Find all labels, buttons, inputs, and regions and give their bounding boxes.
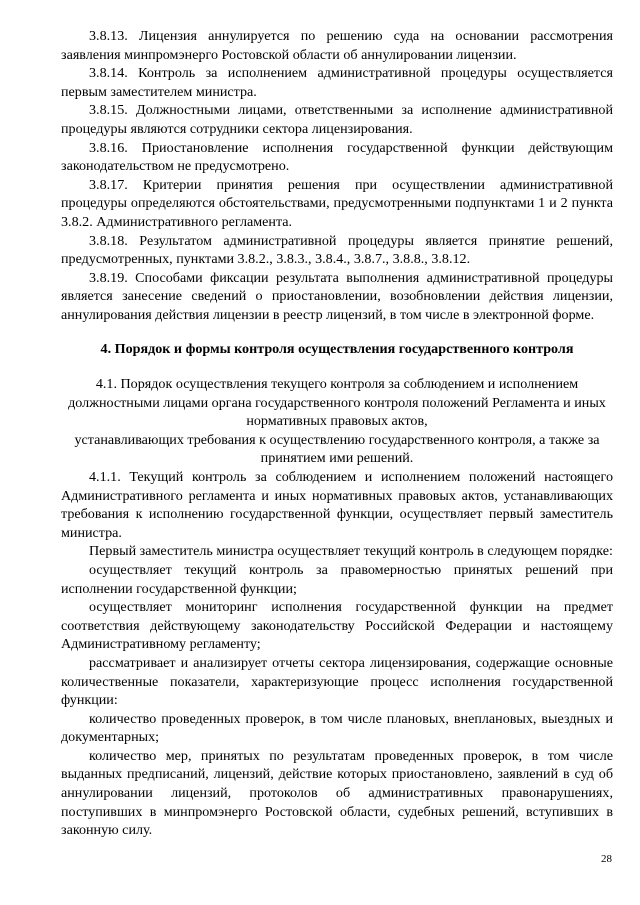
paragraph-control-order: Первый заместитель министра осуществляет текущий контроль в следующем порядке: <box>89 543 613 560</box>
paragraph-reports: рассматривает и анализирует отчеты сектора лицензирования, содержащие основные количественные показатели, характеризующие процесс исполнения государственной функции: <box>61 654 613 709</box>
page-number: 28 <box>601 853 612 865</box>
paragraph-3-8-19: 3.8.19. Способами фиксации результата выполнения административной процедуры является занесение сведений о приостановлении, возобновлении действия лицензии, аннулирования действия лицензии в реестр лицензий, в том числе в электронной форме. <box>61 269 613 323</box>
paragraph-4-1-1: 4.1.1. Текущий контроль за соблюдением и исполнением положений настоящего Административного регламента и иных нормативных правовых актов, устанавливающих требования к исполнению государственной функции, осуществляет первый заместитель министра. <box>61 468 613 541</box>
subsection-title-4-1-cont: устанавливающих требования к осуществлению государственного контроля, а также за принятием ими решений. <box>74 431 600 467</box>
top-text-block <box>61 27 613 325</box>
subsection-title-4-1: 4.1. Порядок осуществления текущего контроля за соблюдением и исполнением должностными лицами органа государственного контроля положений Регламента и иных нормативных правовых актов, <box>68 376 606 430</box>
paragraph-monitoring: осуществляет мониторинг исполнения государственной функции на предмет соответствия действующему законодательству Российской Федерации и настоящему Административному регламенту; <box>61 599 613 653</box>
paragraph-3-8-15: 3.8.15. Должностными лицами, ответственными за исполнение административной процедуры являются сотрудники сектора лицензирования. <box>61 102 613 137</box>
paragraph-inspections-count: количество проведенных проверок, в том числе плановых, внеплановых, выездных и документарных; <box>61 710 613 746</box>
paragraph-3-8-16: 3.8.16. Приостановление исполнения государственной функции действующим законодательством не предусмотрено. <box>61 139 613 175</box>
paragraph-measures-count: количество мер, принятых по результатам проведенных проверок, в том числе выданных предписаний, лицензий, действие которых приостановлено, заявлений в суд об аннулировании лицензий, протоколов об административных правонарушениях, поступивших в минпромэнерго Ростовской области, судебных решений, вступивших в законную силу. <box>61 747 613 839</box>
section-4-body <box>61 375 613 840</box>
paragraph-3-8-18: 3.8.18. Результатом административной процедуры является принятие решений, предусмотренных, пунктами 3.8.2., 3.8.3., 3.8.4., 3.8.7., 3.8.8., 3.8.12. <box>61 232 613 268</box>
paragraph-3-8-17: 3.8.17. Критерии принятия решения при осуществлении административной процедуры определяются обстоятельствами, предусмотренными подпунктами 1 и 2 пункта 3.8.2. Административного регламента. <box>61 176 613 230</box>
section-title: 4. Порядок и формы контроля осуществления государственного контроля <box>100 341 574 357</box>
paragraph-control-legality: осуществляет текущий контроль за правомерностью принятых решений при исполнении государственной функции; <box>61 561 613 597</box>
paragraph-3-8-13: 3.8.13. Лицензия аннулируется по решению суда на основании рассмотрения заявления минпромэнерго Ростовской области об аннулировании лицензии. <box>61 28 613 63</box>
paragraph-3-8-14: 3.8.14. Контроль за исполнением административной процедуры осуществляется первым заместителем министра. <box>61 65 613 100</box>
